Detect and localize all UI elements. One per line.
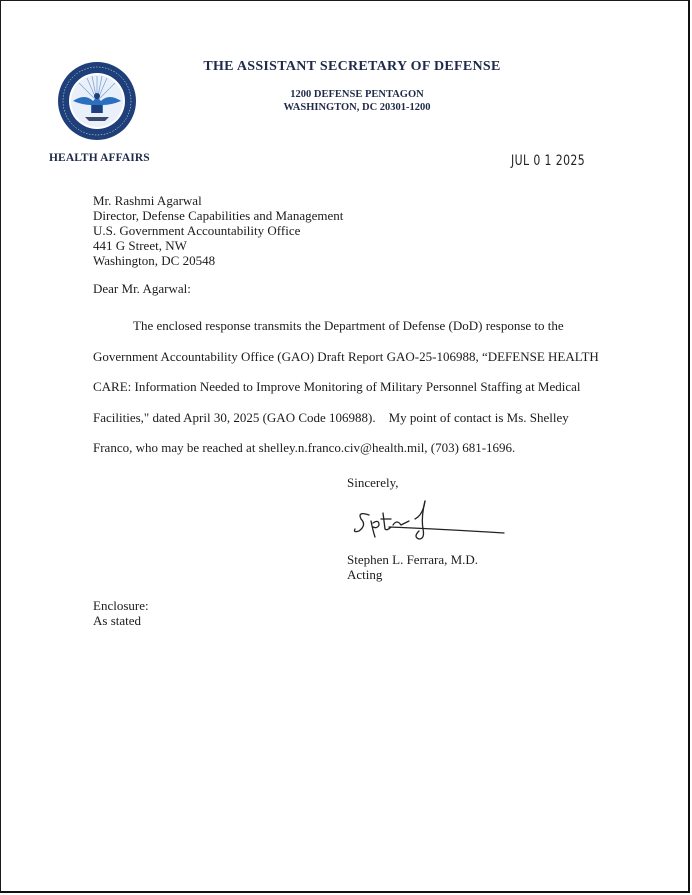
office-name: HEALTH AFFAIRS [49, 152, 150, 164]
body-line: The enclosed response transmits the Department of Defense (DoD) response to the [133, 318, 564, 333]
recipient-name: Mr. Rashmi Agarwal [93, 193, 202, 208]
date-stamp: JUL 0 1 2025 [511, 153, 586, 169]
signer-name: Stephen L. Ferrara, M.D. [347, 552, 479, 567]
recipient-city: Washington, DC 20548 [93, 253, 216, 268]
body-line: Franco, who may be reached at shelley.n.franco.civ@health.mil, (703) 681-1696. [93, 440, 516, 455]
address-line-1: 1200 DEFENSE PENTAGON [290, 89, 424, 100]
letterhead-title-text: THE ASSISTANT SECRETARY OF DEFENSE [203, 59, 501, 74]
body-line: Government Accountability Office (GAO) Draft Report GAO-25-106988, “DEFENSE HEALTH [93, 348, 599, 364]
body-line: Facilities," dated April 30, 2025 (GAO Code 106988). My point of contact is Ms. Shelley [93, 409, 569, 425]
signer-block [347, 552, 478, 582]
enclosure-block [93, 598, 149, 628]
enclosure-label: Enclosure: [93, 598, 149, 613]
recipient-title: Director, Defense Capabilities and Management [93, 208, 344, 223]
enclosure-value: As stated [93, 613, 142, 628]
salutation: Dear Mr. Agarwal: [93, 281, 191, 296]
body-line: CARE: Information Needed to Improve Monitoring of Military Personnel Staffing at Medical [93, 379, 581, 394]
recipient-street: 441 G Street, NW [93, 238, 187, 253]
address-line-2: WASHINGTON, DC 20301-1200 [283, 101, 431, 113]
signer-title: Acting [347, 567, 383, 582]
letterhead-address [1, 89, 692, 114]
signature-icon [349, 497, 509, 547]
recipient-block [93, 193, 343, 268]
letterhead-title [1, 59, 692, 75]
closing: Sincerely, [347, 475, 399, 490]
recipient-organization: U.S. Government Accountability Office [93, 223, 301, 238]
letter-body [93, 311, 633, 464]
